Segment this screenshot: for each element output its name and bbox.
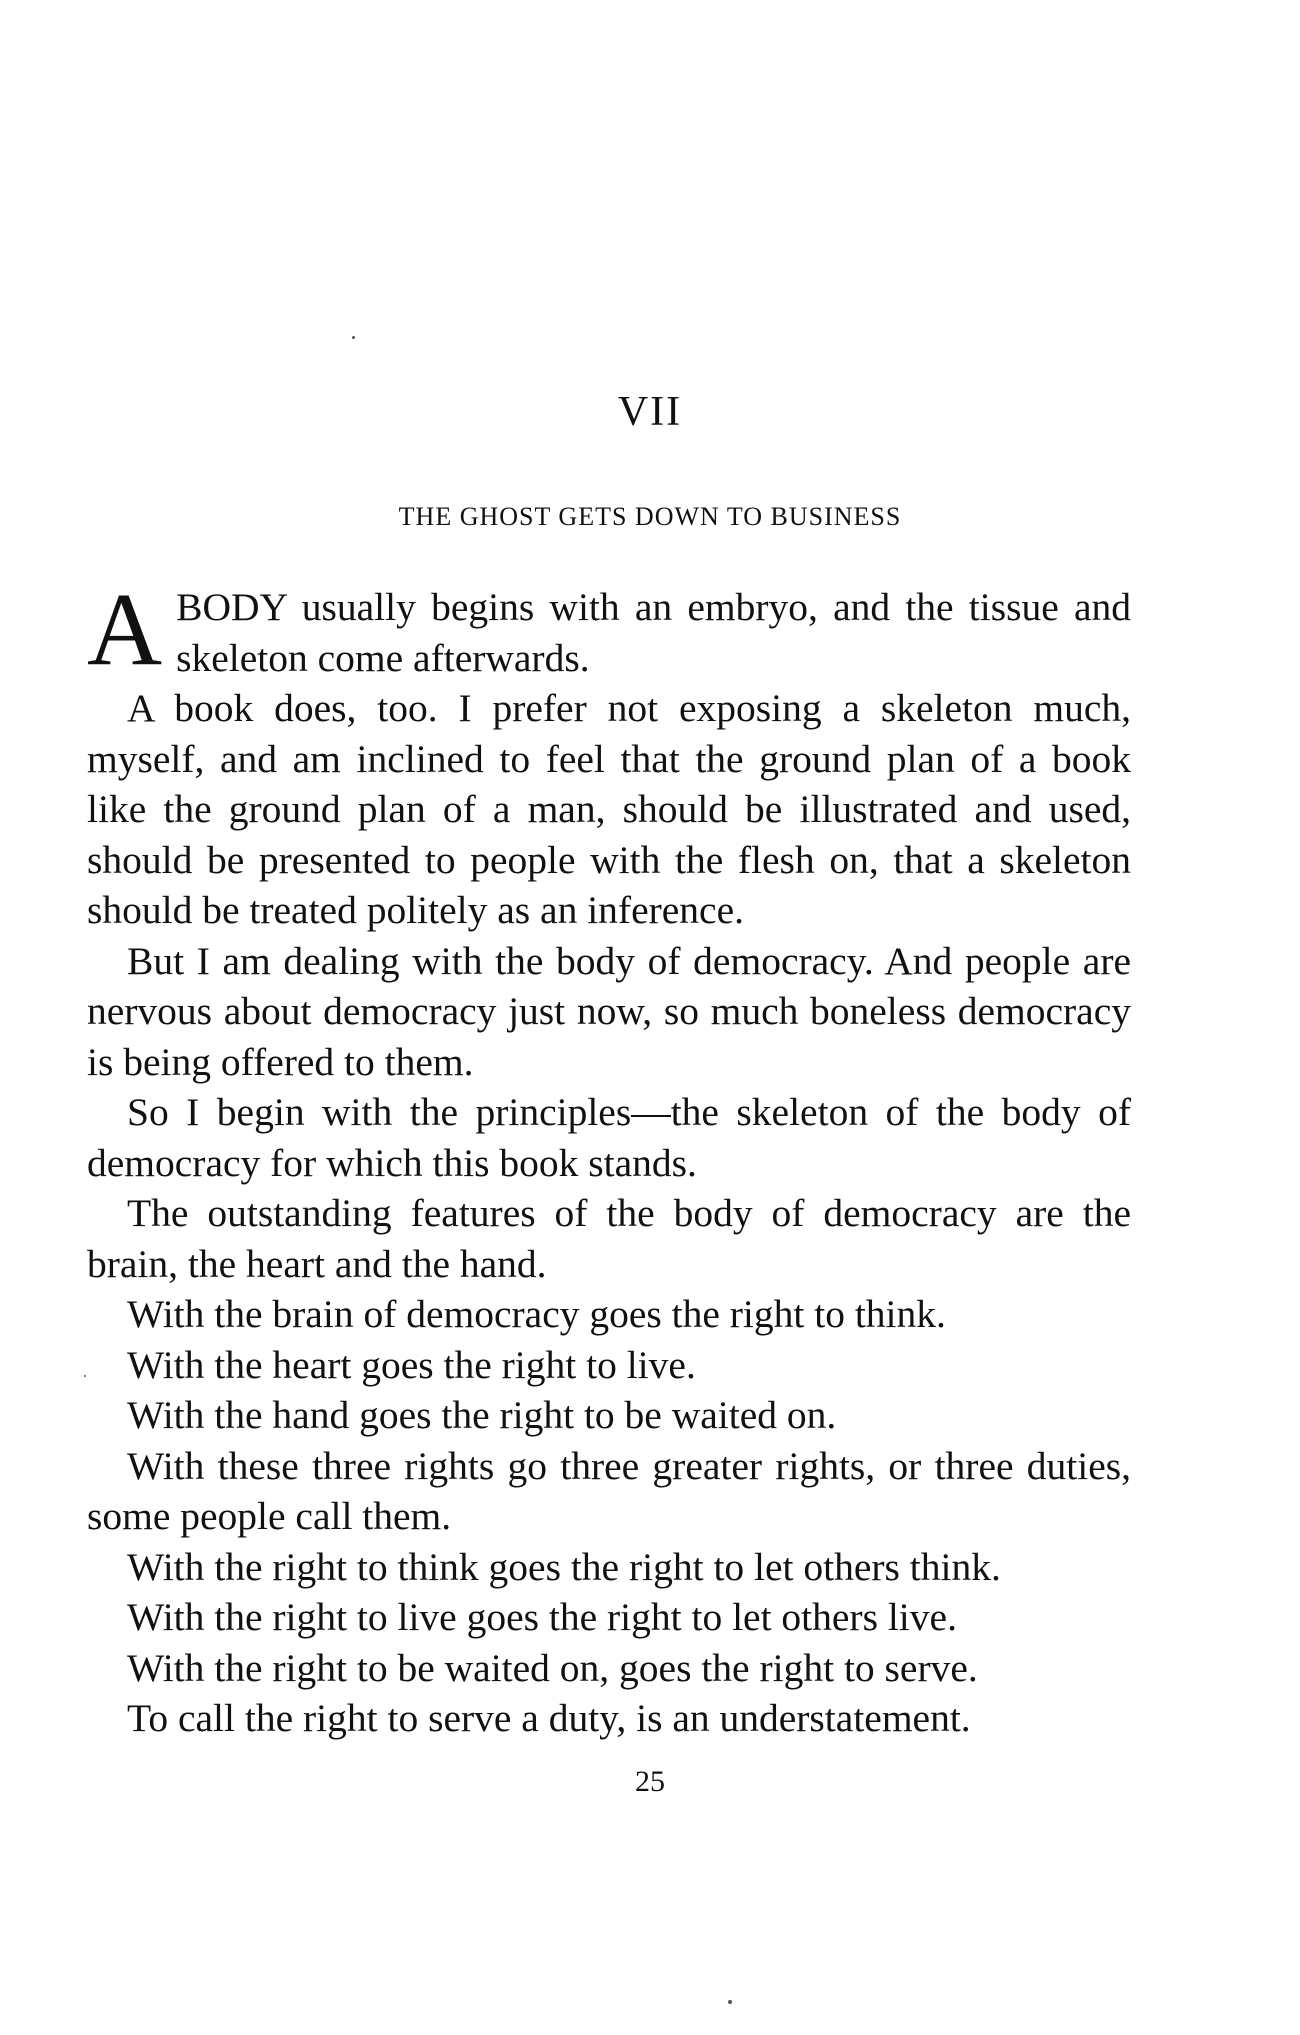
chapter-number: VII [617, 389, 683, 435]
paragraph: With the heart goes the right to live. [127, 1342, 696, 1387]
paragraph: With the hand goes the right to be waited on. [127, 1393, 837, 1437]
paragraph: With these three rights go three greater rights, or three duties, some people call them. [87, 1443, 1131, 1538]
paragraph: The outstanding features of the body of democracy are the brain, the heart and the hand. [87, 1191, 1131, 1286]
paper-speck [84, 1375, 86, 1377]
paragraph: But I am dealing with the body of democracy. And people are nervous about democracy just now, so much boneless democracy is being offered to them. [87, 938, 1131, 1084]
first-paragraph-text: BODY usually begins with an embryo, and the tissue and skeleton come afterwards. [176, 585, 1131, 680]
paragraph: With the right to be waited on, goes the right to serve. [127, 1645, 978, 1690]
paper-speck [352, 336, 355, 339]
paper-speck [728, 2000, 732, 2004]
first-paragraph [87, 572, 1131, 687]
paragraph: A book does, too. I prefer not exposing a skeleton much, myself, and am inclined to feel that the ground plan of a book like the ground plan of a man, should be illustrated and used, should be presented to people with the flesh on, that a skeleton should be treated politely as an inference. [87, 686, 1131, 932]
chapter-title: THE GHOST GETS DOWN TO BUSINESS [398, 502, 902, 531]
drop-cap-letter: A [87, 572, 163, 687]
paragraph: With the brain of democracy goes the right to think. [127, 1292, 946, 1336]
paragraph: With the right to think goes the right to let others think. [127, 1544, 1001, 1589]
paragraph: To call the right to serve a duty, is an understatement. [127, 1696, 971, 1740]
body-text [87, 572, 1131, 1744]
paragraph: So I begin with the principles—the skeleton of the body of democracy for which this book stands. [87, 1090, 1131, 1185]
paragraph: With the right to live goes the right to let others live. [127, 1595, 957, 1639]
page-number: 25 [635, 1765, 665, 1798]
